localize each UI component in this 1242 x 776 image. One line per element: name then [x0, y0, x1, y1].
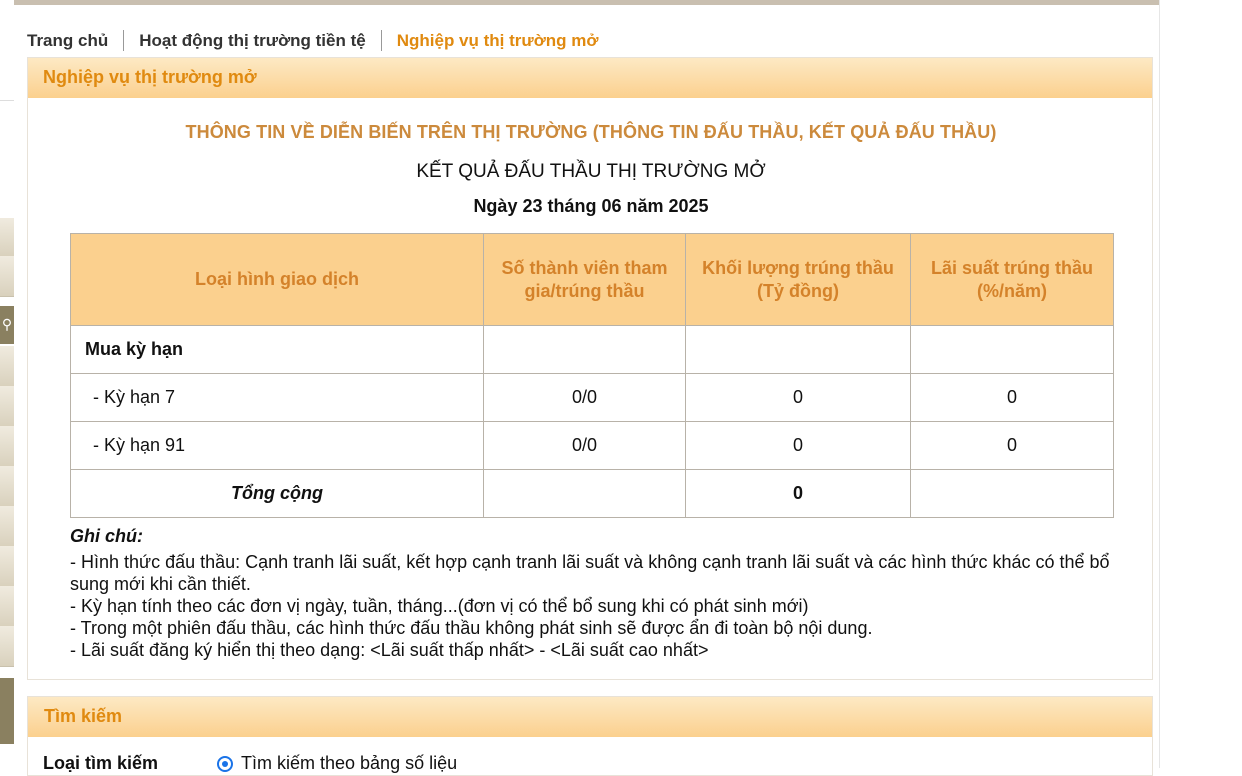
row-volume: 0 [686, 422, 911, 470]
row-type: - Kỳ hạn 91 [71, 422, 484, 470]
section-title: THÔNG TIN VỀ DIỄN BIẾN TRÊN THỊ TRƯỜNG (THÔNG TIN ĐẤU THẦU, KẾT QUẢ ĐẤU THẦU) [185, 122, 997, 142]
breadcrumb-current[interactable]: Nghiệp vụ thị trường mở [381, 30, 614, 51]
notes [70, 526, 1130, 661]
results-panel [27, 57, 1153, 680]
panel-header [28, 58, 1152, 98]
breadcrumb-section-link[interactable]: Hoạt động thị trường tiền tệ [123, 30, 380, 51]
right-border [1159, 0, 1160, 768]
header-transaction-type: Loại hình giao dịch [71, 234, 484, 326]
notes-title: Ghi chú: [70, 526, 143, 546]
search-panel [27, 696, 1153, 776]
row-rate: 0 [911, 422, 1114, 470]
table-total-row [71, 470, 1114, 518]
row-members: 0/0 [484, 422, 686, 470]
search-type-label: Loại tìm kiếm [43, 753, 159, 773]
search-title: Tìm kiếm [44, 706, 123, 726]
search-icon[interactable]: ⚲ [0, 306, 14, 344]
search-header [28, 697, 1152, 737]
results-subtitle: KẾT QUẢ ĐẤU THẦU THỊ TRƯỜNG MỞ [416, 161, 766, 182]
table-row [71, 374, 1114, 422]
breadcrumb [27, 28, 613, 52]
search-by-table-label[interactable]: Tìm kiếm theo bảng số liệu [241, 753, 458, 773]
top-border [0, 0, 1160, 5]
table-header-row [71, 234, 1114, 326]
sidebar-edge [0, 0, 14, 768]
note-line: - Hình thức đấu thầu: Cạnh tranh lãi suất, kết hợp cạnh tranh lãi suất và không cạnh tranh lãi suất và các hình thức khác có thể bổ sung mới khi cần thiết. [70, 552, 1110, 594]
panel-title: Nghiệp vụ thị trường mở [43, 67, 257, 87]
group-label: Mua kỳ hạn [71, 326, 484, 374]
table-row [71, 422, 1114, 470]
table-group-row [71, 326, 1114, 374]
row-rate: 0 [911, 374, 1114, 422]
search-by-table-radio[interactable] [217, 756, 233, 772]
total-volume: 0 [686, 470, 911, 518]
row-type: - Kỳ hạn 7 [71, 374, 484, 422]
results-date: Ngày 23 tháng 06 năm 2025 [473, 196, 709, 216]
note-line: - Trong một phiên đấu thầu, các hình thức đấu thầu không phát sinh sẽ được ẩn đi toàn bộ nội dung. [70, 618, 873, 638]
breadcrumb-home-link[interactable]: Trang chủ [27, 30, 109, 50]
header-volume: Khối lượng trúng thầu (Tỷ đồng) [686, 234, 911, 326]
header-rate: Lãi suất trúng thầu (%/năm) [911, 234, 1114, 326]
row-members: 0/0 [484, 374, 686, 422]
row-volume: 0 [686, 374, 911, 422]
note-line: - Lãi suất đăng ký hiển thị theo dạng: <Lãi suất thấp nhất> - <Lãi suất cao nhất> [70, 640, 709, 660]
results-table [70, 233, 1114, 518]
note-line: - Kỳ hạn tính theo các đơn vị ngày, tuần, tháng...(đơn vị có thể bổ sung khi có phát sinh mới) [70, 596, 809, 616]
total-label: Tổng cộng [71, 470, 484, 518]
header-members: Số thành viên tham gia/trúng thầu [484, 234, 686, 326]
